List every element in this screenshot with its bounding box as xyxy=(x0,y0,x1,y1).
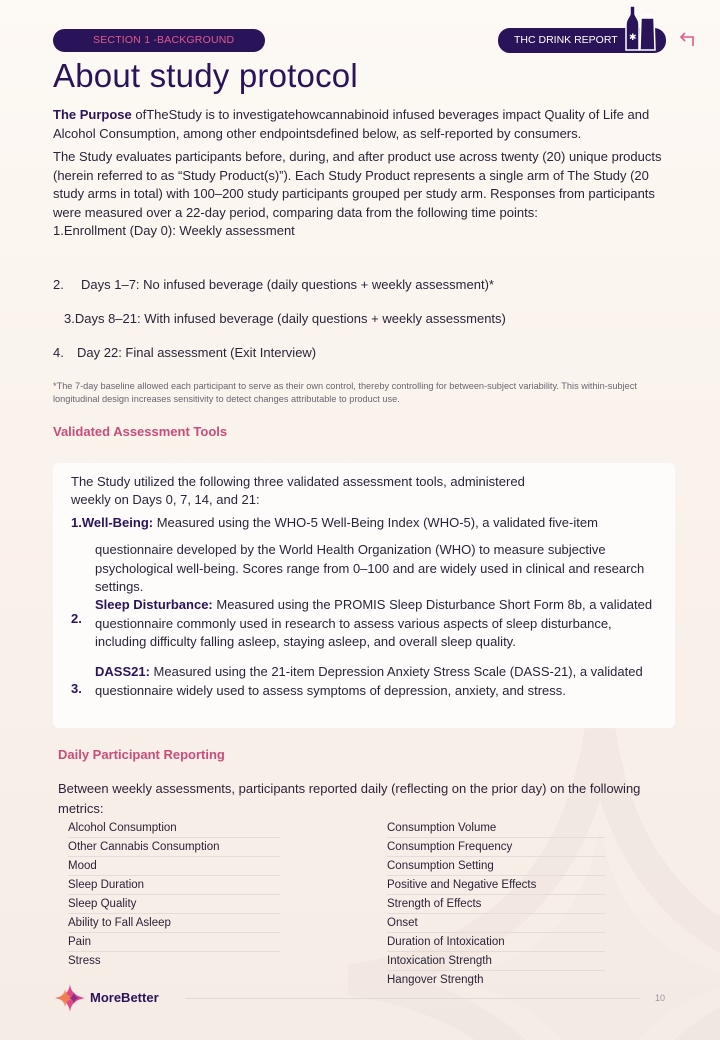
daily-reporting-intro: Between weekly assessments, participants reported daily (reflecting on the prior day) on the following metrics: xyxy=(58,781,641,816)
tool-3-text: Measured using the 21-item Depression Anxiety Stress Scale (DASS-21), a validated questionnaire widely used to assess symptoms of depression, anxiety, and stress. xyxy=(95,664,643,698)
metric-item: Hangover Strength xyxy=(387,974,484,986)
tool-2-text: Measured using the PROMIS Sleep Disturbance Short Form 8b, a validated questionnaire commonly used in research to assess various aspects of sleep disturbance, including difficulty falling asleep, staying asleep, and overall sleep quality. xyxy=(95,597,653,649)
timepoint-1-text: Enrollment (Day 0): Weekly assessment xyxy=(63,223,295,239)
baseline-footnote: *The 7-day baseline allowed each participant to serve as their own control, thereby controlling for between-subject variability. This within-subject longitudinal design increases sensitivity to detect changes attributable to product use. xyxy=(53,381,637,404)
metric-item: Sleep Duration xyxy=(68,876,280,895)
metric-item: Positive and Negative Effects xyxy=(387,876,605,895)
tool-well-being-description: questionnaire developed by the World Health Organization (WHO) to measure subjective psychological well-being. Scores range from 0–100 and are widely used in clinical and research settings. xyxy=(95,542,645,594)
metric-item: Alcohol Consumption xyxy=(68,819,280,838)
metrics-list-right xyxy=(387,819,605,990)
return-arrow-icon[interactable] xyxy=(678,30,696,48)
metric-item: Consumption Volume xyxy=(387,819,605,838)
metric-item: Ability to Fall Asleep xyxy=(68,914,280,933)
page-number: 10 xyxy=(655,993,666,1003)
timepoint-3-text: Days 8–21: With infused beverage (daily questions + weekly assessments) xyxy=(74,311,506,326)
morebetter-logo-icon xyxy=(54,983,86,1013)
tool-2-num: 2. xyxy=(71,611,82,626)
tool-3-name: DASS21: xyxy=(95,664,150,679)
metrics-list-left xyxy=(68,819,280,971)
timepoint-2 xyxy=(53,277,494,292)
metric-item: Stress xyxy=(68,955,101,967)
section-label-pill: SECTION 1 -BACKGROUND xyxy=(53,29,265,52)
validated-tools-heading: Validated Assessment Tools xyxy=(53,424,228,439)
metric-item: Duration of Intoxication xyxy=(387,933,605,952)
metric-item: Onset xyxy=(387,914,605,933)
metric-item: Sleep Quality xyxy=(68,895,280,914)
report-label-pill: THC DRINK REPORT xyxy=(498,28,666,53)
metric-item: Pain xyxy=(68,933,280,952)
brand-name: MoreBetter xyxy=(90,990,159,1005)
tools-intro-line-2: weekly on Days 0, 7, 14, and 21: xyxy=(71,492,260,507)
page-title: About study protocol xyxy=(53,57,358,94)
timepoint-4-num: 4. xyxy=(53,345,64,360)
purpose-text: ofTheStudy is to investigatehowcannabinoid infused beverages impact Quality of Life and Alcohol Consumption, among other endpointsdefined below, as self-reported by consumers. xyxy=(53,107,650,141)
svg-text:✱: ✱ xyxy=(629,33,637,43)
tool-2-name: Sleep Disturbance: xyxy=(95,597,213,612)
purpose-label: The Purpose xyxy=(53,107,132,122)
timepoint-1-num: 1. xyxy=(53,223,64,239)
tools-intro xyxy=(71,473,591,509)
timepoint-2-text: Days 1–7: No infused beverage (daily questions + weekly assessment)* xyxy=(81,277,494,292)
tool-1-num: 1. xyxy=(71,515,82,530)
timepoint-3-num: 3. xyxy=(64,311,75,326)
tool-1-name: Well-Being: xyxy=(81,515,154,530)
purpose-paragraph xyxy=(53,106,678,143)
timepoint-4-text: Day 22: Final assessment (Exit Interview) xyxy=(77,345,317,360)
timepoint-2-num: 2. xyxy=(53,277,64,292)
metric-item: Consumption Setting xyxy=(387,857,605,876)
bottles-icon xyxy=(620,4,658,52)
metric-item: Strength of Effects xyxy=(387,895,605,914)
metric-item: Consumption Frequency xyxy=(387,838,605,857)
tool-well-being-heading xyxy=(71,514,598,533)
evaluation-text: The Study evaluates participants before, during, and after product use across twenty (20) unique products (herein referred to as “Study Product(s)”). Each Study Product represents a single arm of The Study (20 study arms in total) with 100–200 study participants grouped per study arm. Responses from participants were measured over a 22-day period, comparing data from the following time points: xyxy=(53,149,662,220)
metric-item: Other Cannabis Consumption xyxy=(68,838,280,857)
tool-sleep-disturbance xyxy=(95,596,655,652)
timepoint-4 xyxy=(53,345,316,360)
daily-reporting-heading: Daily Participant Reporting xyxy=(58,747,225,762)
tool-dass21 xyxy=(95,663,665,700)
metric-item: Mood xyxy=(68,857,280,876)
footer-divider xyxy=(185,998,640,999)
assessment-tools-card xyxy=(53,463,675,728)
tool-1-lead: Measured using the WHO-5 Well-Being Index (WHO-5), a validated five-item xyxy=(153,515,598,530)
metric-item: Intoxication Strength xyxy=(387,952,605,971)
tools-intro-line-1: The Study utilized the following three validated assessment tools, administered xyxy=(71,474,525,489)
timepoint-3 xyxy=(64,311,506,326)
tool-3-num: 3. xyxy=(71,681,82,696)
evaluation-paragraph xyxy=(53,148,678,241)
